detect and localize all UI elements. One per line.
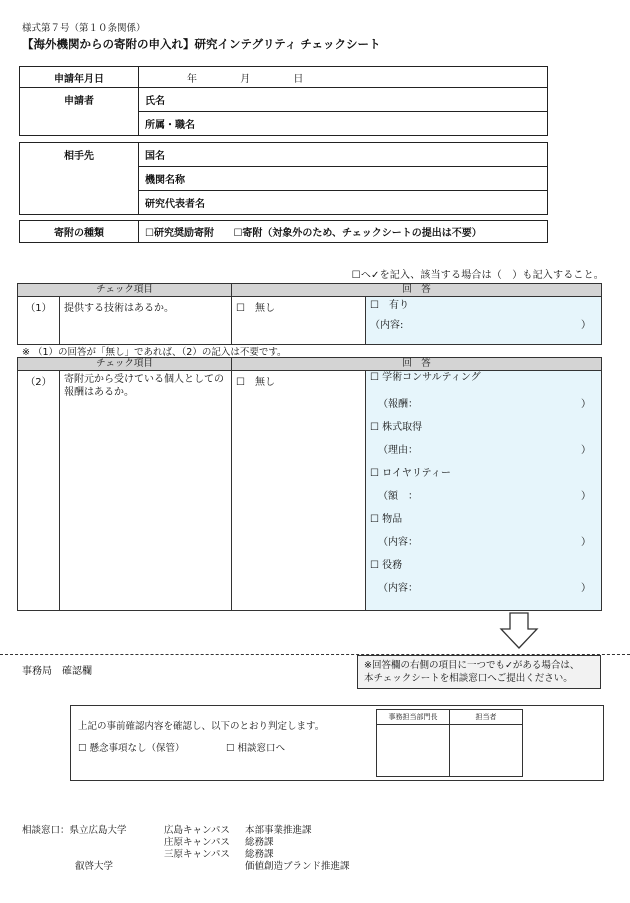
check2-answer-cell	[366, 371, 602, 611]
check1-answer-cell	[366, 297, 602, 345]
sign-col-staff: 担当者	[450, 710, 523, 725]
consulting-detail-field[interactable]	[370, 395, 597, 418]
services-detail-label: （内容：	[378, 583, 418, 594]
royalty-detail-label: （額 ：	[378, 491, 418, 502]
dept-shobara: 総務課	[245, 837, 274, 848]
partner-table	[19, 142, 548, 215]
affiliation-label: 所属・職名	[145, 120, 195, 131]
campus-hiroshima: 広島キャンパス	[164, 825, 230, 836]
dept-mihara: 総務課	[245, 849, 274, 860]
royalty-detail-close: ）	[581, 491, 592, 502]
research-donation-checkbox[interactable]: ☐研究奨励寄附	[145, 228, 214, 239]
institution-label: 機関名称	[145, 175, 185, 186]
check2-question: 寄附元から受けている個人としての報酬はあるか。	[60, 371, 232, 611]
check1-header-item: チェック項目	[18, 284, 232, 297]
month-label: 月	[240, 73, 251, 85]
check1-header-answer: 回 答	[232, 284, 602, 297]
consulting-checkbox[interactable]: ☐ 学術コンサルティング	[370, 372, 481, 383]
page-title: 【海外機関からの寄附の申入れ】研究インテグリティ チェックシート	[22, 37, 381, 51]
partner-label: 相手先	[20, 143, 139, 215]
date-field[interactable]	[139, 67, 548, 88]
check1-yes-checkbox[interactable]: ☐ 有り	[370, 300, 409, 311]
staff-stamp-field[interactable]	[450, 725, 523, 777]
office-label: 事務局 確認欄	[22, 666, 92, 677]
consulting-detail-close: ）	[581, 399, 592, 410]
check1-detail-close: ）	[581, 320, 592, 331]
campus-shobara: 庄原キャンパス	[164, 837, 230, 848]
day-label: 日	[293, 73, 304, 85]
submission-notice	[357, 655, 601, 689]
stock-detail-field[interactable]	[370, 441, 597, 464]
university-eikei: 叡啓大学	[75, 861, 114, 872]
affiliation-field[interactable]	[139, 112, 548, 136]
instruction-text: ☐へ✓を記入、該当する場合は（ ）も記入すること。	[351, 270, 604, 281]
name-label: 氏名	[145, 96, 165, 107]
consult-desk-checkbox[interactable]: ☐ 相談窓口へ	[226, 743, 286, 754]
check2-number: （2）	[18, 371, 60, 611]
services-checkbox[interactable]: ☐ 役務	[370, 560, 403, 571]
check2-header-answer: 回 答	[232, 358, 602, 371]
institution-field[interactable]	[139, 167, 548, 191]
check1-detail-field[interactable]	[370, 316, 597, 336]
down-arrow-icon	[499, 612, 539, 650]
applicant-label: 申請者	[20, 88, 139, 136]
representative-field[interactable]	[139, 191, 548, 215]
stock-checkbox[interactable]: ☐ 株式取得	[370, 422, 423, 433]
name-field[interactable]	[139, 88, 548, 112]
royalty-detail-field[interactable]	[370, 487, 597, 510]
signature-table	[376, 709, 523, 777]
check1-number: （1）	[18, 297, 60, 345]
services-detail-close: ）	[581, 583, 592, 594]
notice-line-1: ※回答欄の右側の項目に一つでも✓がある場合は、	[364, 660, 580, 671]
dept-hiroshima: 本部事業推進課	[245, 825, 312, 836]
skip-note: ※ （1）の回答が「無し」であれば、（2）の記入は不要です。	[22, 347, 287, 358]
donation-type-label: 寄附の種類	[20, 221, 139, 243]
contact-label: 相談窓口：県立広島大学	[22, 825, 127, 836]
applicant-table	[19, 66, 548, 136]
year-label: 年	[187, 73, 197, 85]
goods-detail-field[interactable]	[370, 533, 597, 556]
check1-no-checkbox[interactable]: ☐ 無し	[232, 297, 366, 345]
services-detail-field[interactable]	[370, 579, 597, 602]
country-field[interactable]	[139, 143, 548, 167]
goods-detail-close: ）	[581, 537, 592, 548]
check2-header-item: チェック項目	[18, 358, 232, 371]
sign-col-manager: 事務担当部門長	[377, 710, 450, 725]
check1-table	[17, 283, 602, 345]
country-label: 国名	[145, 151, 165, 162]
dept-eikei: 価値創造ブランド推進課	[245, 861, 350, 872]
campus-mihara: 三原キャンパス	[164, 849, 230, 860]
judgement-text: 上記の事前確認内容を確認し、以下のとおり判定します。	[78, 721, 325, 732]
consulting-detail-label: （報酬：	[378, 399, 418, 410]
check1-detail-label: （内容:	[370, 320, 404, 331]
no-concern-checkbox[interactable]: ☐ 懸念事項なし（保管）	[78, 743, 185, 754]
check2-no-checkbox[interactable]: ☐ 無し	[232, 371, 366, 611]
form-number: 様式第７号（第１０条関係）	[22, 23, 146, 34]
check2-table	[17, 357, 602, 611]
representative-label: 研究代表者名	[145, 199, 205, 210]
donation-options	[139, 221, 548, 243]
date-label: 申請年月日	[20, 67, 139, 88]
general-donation-checkbox[interactable]: ☐寄附（対象外のため、チェックシートの提出は不要）	[233, 228, 482, 239]
goods-checkbox[interactable]: ☐ 物品	[370, 514, 403, 525]
donation-type-table	[19, 220, 548, 243]
check1-question: 提供する技術はあるか。	[60, 297, 232, 345]
stock-detail-close: ）	[581, 445, 592, 456]
manager-stamp-field[interactable]	[377, 725, 450, 777]
royalty-checkbox[interactable]: ☐ ロイヤリティー	[370, 468, 451, 479]
goods-detail-label: （内容：	[378, 537, 418, 548]
notice-line-2: 本チェックシートを相談窓口へご提出ください。	[364, 673, 573, 684]
stock-detail-label: （理由：	[378, 445, 418, 456]
